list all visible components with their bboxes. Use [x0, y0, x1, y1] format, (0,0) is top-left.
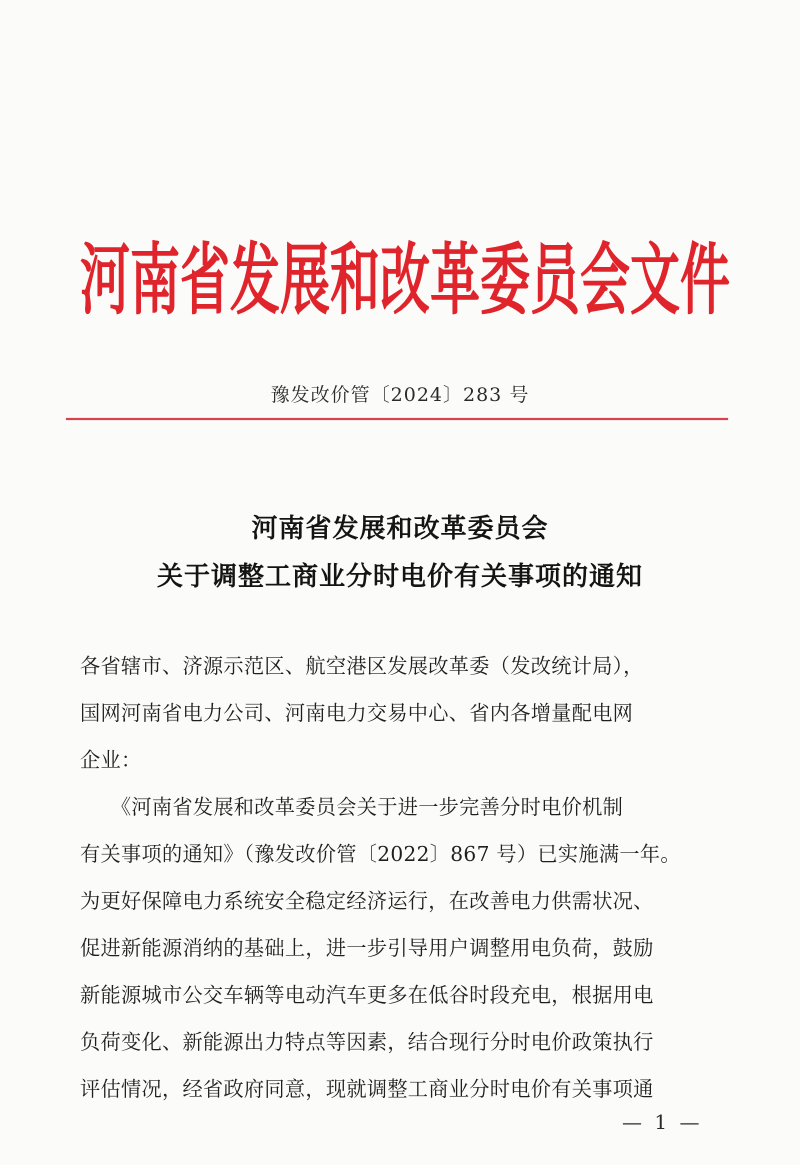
body-line-5: 新能源城市公交车辆等电动汽车更多在低谷时段充电，根据用电 [80, 983, 654, 1007]
addressee-line-3: 企业： [80, 748, 142, 772]
title-line-1: 河南省发展和改革委员会 [251, 514, 549, 544]
document-masthead: 河南省发展和改革委员会文件 [80, 235, 730, 325]
addressee-line-2: 国网河南省电力公司、河南电力交易中心、省内各增量配电网 [80, 701, 634, 725]
body-line-4: 促进新能源消纳的基础上，进一步引导用户调整用电负荷，鼓励 [80, 936, 654, 960]
red-divider-line [66, 418, 728, 420]
body-line-3: 为更好保障电力系统安全稳定经济运行，在改善电力供需状况、 [80, 889, 654, 913]
body-line-7: 评估情况，经省政府同意，现就调整工商业分时电价有关事项通 [80, 1077, 654, 1101]
body-line-1: 《河南省发展和改革委员会关于进一步完善分时电价机制 [80, 795, 624, 819]
document-number: 豫发改价管〔2024〕283 号 [270, 384, 530, 406]
addressee-line-1: 各省辖市、济源示范区、航空港区发展改革委（发改统计局）， [80, 654, 644, 678]
body-line-6: 负荷变化、新能源出力特点等因素，结合现行分时电价政策执行 [80, 1030, 654, 1054]
page-number: — 1 — [622, 1110, 703, 1134]
body-line-2: 有关事项的通知》（豫发改价管〔2022〕867 号）已实施满一年。 [80, 842, 681, 866]
title-line-2: 关于调整工商业分时电价有关事项的通知 [156, 562, 643, 592]
